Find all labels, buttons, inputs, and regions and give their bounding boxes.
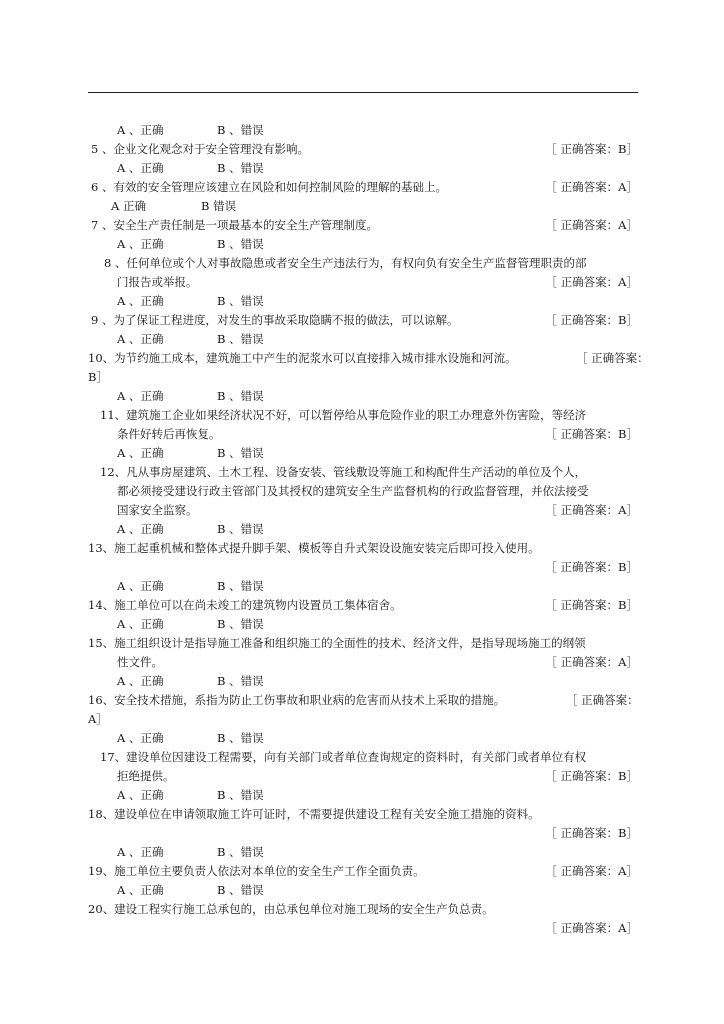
question-text: A］	[88, 712, 108, 726]
answer-option: A 、正确	[117, 389, 164, 403]
answer-option: A 、正确	[117, 674, 164, 688]
answer-option: B 、错误	[217, 883, 264, 897]
question-text: 性文件。	[117, 655, 163, 669]
correct-answer: ［ 正确答案：B］	[545, 598, 638, 612]
answer-option: A 、正确	[117, 845, 164, 859]
answer-option: B 、错误	[217, 389, 264, 403]
answer-option: A 、正确	[117, 161, 164, 175]
answer-option: B 错误	[201, 199, 237, 213]
answer-option: A 、正确	[117, 522, 164, 536]
correct-answer: ［ 正确答案：B］	[545, 313, 638, 327]
answer-option: B 、错误	[217, 123, 264, 137]
question-text: 20、建设工程实行施工总承包的，由总承包单位对施工现场的安全生产负总责。	[88, 902, 494, 916]
correct-answer: ［ 正确答案：A］	[545, 655, 638, 669]
correct-answer: ［ 正确答案：B］	[545, 560, 638, 574]
answer-option: B 、错误	[217, 294, 264, 308]
answer-option: A 、正确	[117, 731, 164, 745]
question-text: 条件好转后再恢复。	[117, 427, 221, 441]
question-text: 15、施工组织设计是指导施工准备和组织施工的全面性的技术、经济文件，是指导现场施工的纲领	[88, 636, 586, 650]
answer-option: A 、正确	[117, 788, 164, 802]
answer-option: B 、错误	[217, 674, 264, 688]
answer-option: A 正确	[111, 199, 146, 213]
question-text: ［ 正确答案：	[576, 351, 649, 365]
correct-answer: ［ 正确答案：A］	[545, 180, 638, 194]
answer-option: A 、正确	[117, 617, 164, 631]
answer-option: B 、错误	[217, 522, 264, 536]
correct-answer: ［ 正确答案：B］	[545, 142, 638, 156]
correct-answer: ［ 正确答案：A］	[545, 218, 638, 232]
header-rule	[88, 92, 638, 93]
correct-answer: ［ 正确答案：B］	[545, 427, 638, 441]
answer-option: B 、错误	[217, 237, 264, 251]
question-text: 5 、企业文化观念对于安全管理没有影响。	[91, 142, 309, 156]
answer-option: B 、错误	[217, 617, 264, 631]
answer-option: B 、错误	[217, 845, 264, 859]
question-text: 12、凡从事房屋建筑、土木工程、设备安装、管线敷设等施工和构配件生产活动的单位及个人，	[100, 465, 587, 479]
question-text: B］	[88, 370, 108, 384]
answer-option: A 、正确	[117, 883, 164, 897]
correct-answer: ［ 正确答案：B］	[545, 769, 638, 783]
answer-option: A 、正确	[117, 332, 164, 346]
question-text: 9 、为了保证工程进度，对发生的事故采取隐瞒不报的做法，可以谅解。	[91, 313, 459, 327]
answer-option: B 、错误	[217, 332, 264, 346]
question-text: 10、为节约施工成本，建筑施工中产生的泥浆水可以直接排入城市排水设施和河流。	[88, 351, 517, 365]
answer-option: A 、正确	[117, 123, 164, 137]
answer-option: B 、错误	[217, 788, 264, 802]
correct-answer: ［ 正确答案：B］	[545, 826, 638, 840]
correct-answer: ［ 正确答案：A］	[545, 921, 638, 935]
question-text: 13、施工起重机械和整体式提升脚手架、模板等自升式架设设施安装完后即可投入使用。	[88, 541, 540, 555]
question-text: 11、建筑施工企业如果经济状况不好，可以暂停给从事危险作业的职工办理意外伤害险，等经济	[100, 408, 587, 422]
question-text: 17、建设单位因建设工程需要，向有关部门或者单位查询规定的资料时，有关部门或者单位有权	[100, 750, 587, 764]
question-text: 拒绝提供。	[117, 769, 175, 783]
question-text: 14、施工单位可以在尚未竣工的建筑物内设置员工集体宿舍。	[88, 598, 402, 612]
question-text: 门报告或举报。	[117, 275, 198, 289]
question-text: 19、施工单位主要负责人依法对本单位的安全生产工作全面负责。	[88, 864, 425, 878]
answer-option: B 、错误	[217, 161, 264, 175]
answer-option: A 、正确	[117, 294, 164, 308]
question-text: 18、建设单位在申请领取施工许可证时，不需要提供建设工程有关安全施工措施的资料。	[88, 807, 540, 821]
correct-answer: ［ 正确答案：A］	[545, 503, 638, 517]
answer-option: B 、错误	[217, 731, 264, 745]
answer-option: A 、正确	[117, 446, 164, 460]
answer-option: A 、正确	[117, 579, 164, 593]
question-text: 6 、有效的安全管理应该建立在风险和如何控制风险的理解的基础上。	[91, 180, 447, 194]
question-text: 国家安全监察。	[117, 503, 198, 517]
answer-option: A 、正确	[117, 237, 164, 251]
question-text: ［ 正确答案：	[566, 693, 639, 707]
question-text: 都必须接受建设行政主管部门及其授权的建筑安全生产监督机构的行政监督管理，并依法接受	[117, 484, 589, 498]
answer-option: B 、错误	[217, 579, 264, 593]
question-text: 7 、安全生产责任制是一项最基本的安全生产管理制度。	[91, 218, 378, 232]
correct-answer: ［ 正确答案：A］	[545, 864, 638, 878]
question-text: 8 、任何单位或个人对事故隐患或者安全生产违法行为，有权向负有安全生产监督管理职责的部	[104, 256, 587, 270]
question-text: 16、安全技术措施，系指为防止工伤事故和职业病的危害而从技术上采取的措施。	[88, 693, 506, 707]
answer-option: B 、错误	[217, 446, 264, 460]
correct-answer: ［ 正确答案：A］	[545, 275, 638, 289]
